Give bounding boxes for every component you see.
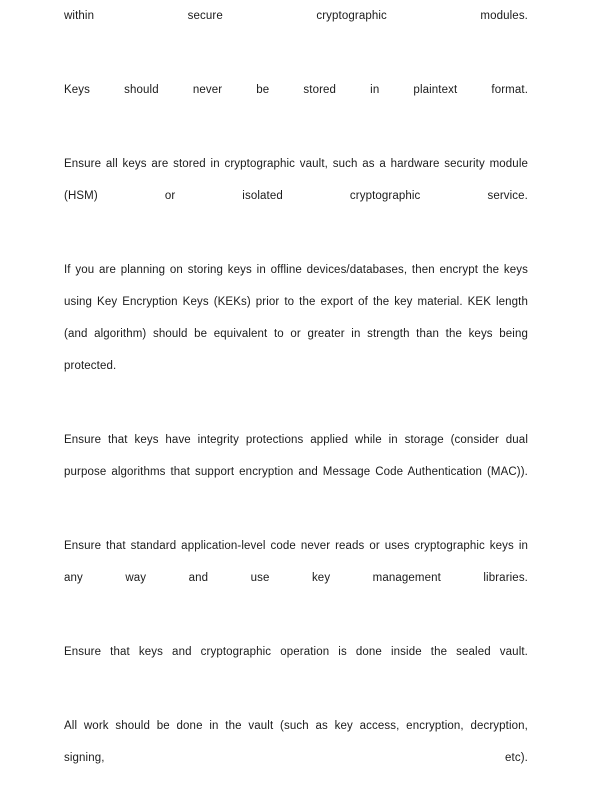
paragraph-key-encryption-keys: If you are planning on storing keys in offline devices/databases, then encrypt the keys using Key Encryption Keys (KEKs) prior to the export of the key material. KEK length (and algorithm) should be equivalent to or greater in strength than the keys being protected. xyxy=(64,264,528,372)
paragraph-application-level-code: Ensure that standard application-level code never reads or uses cryptographic keys in any way and use key management libraries. xyxy=(64,540,528,584)
document-text-column xyxy=(64,0,528,806)
paragraph-all-work-in-vault: All work should be done in the vault (such as key access, encryption, decryption, signing, etc). xyxy=(64,720,528,764)
page-bottom-margin xyxy=(0,552,600,600)
paragraph-sealed-vault: Ensure that keys and cryptographic operation is done inside the sealed vault. xyxy=(64,646,528,658)
paragraph-plaintext-format: Keys should never be stored in plaintext format. xyxy=(64,84,528,96)
paragraph-cryptographic-vault: Ensure all keys are stored in cryptographic vault, such as a hardware security module (HSM) or isolated cryptographic service. xyxy=(64,158,528,202)
paragraph-within-secure-modules: within secure cryptographic modules. xyxy=(64,10,528,22)
paragraph-integrity-protections: Ensure that keys have integrity protections applied while in storage (consider dual purpose algorithms that support encryption and Message Code Authentication (MAC)). xyxy=(64,434,528,478)
